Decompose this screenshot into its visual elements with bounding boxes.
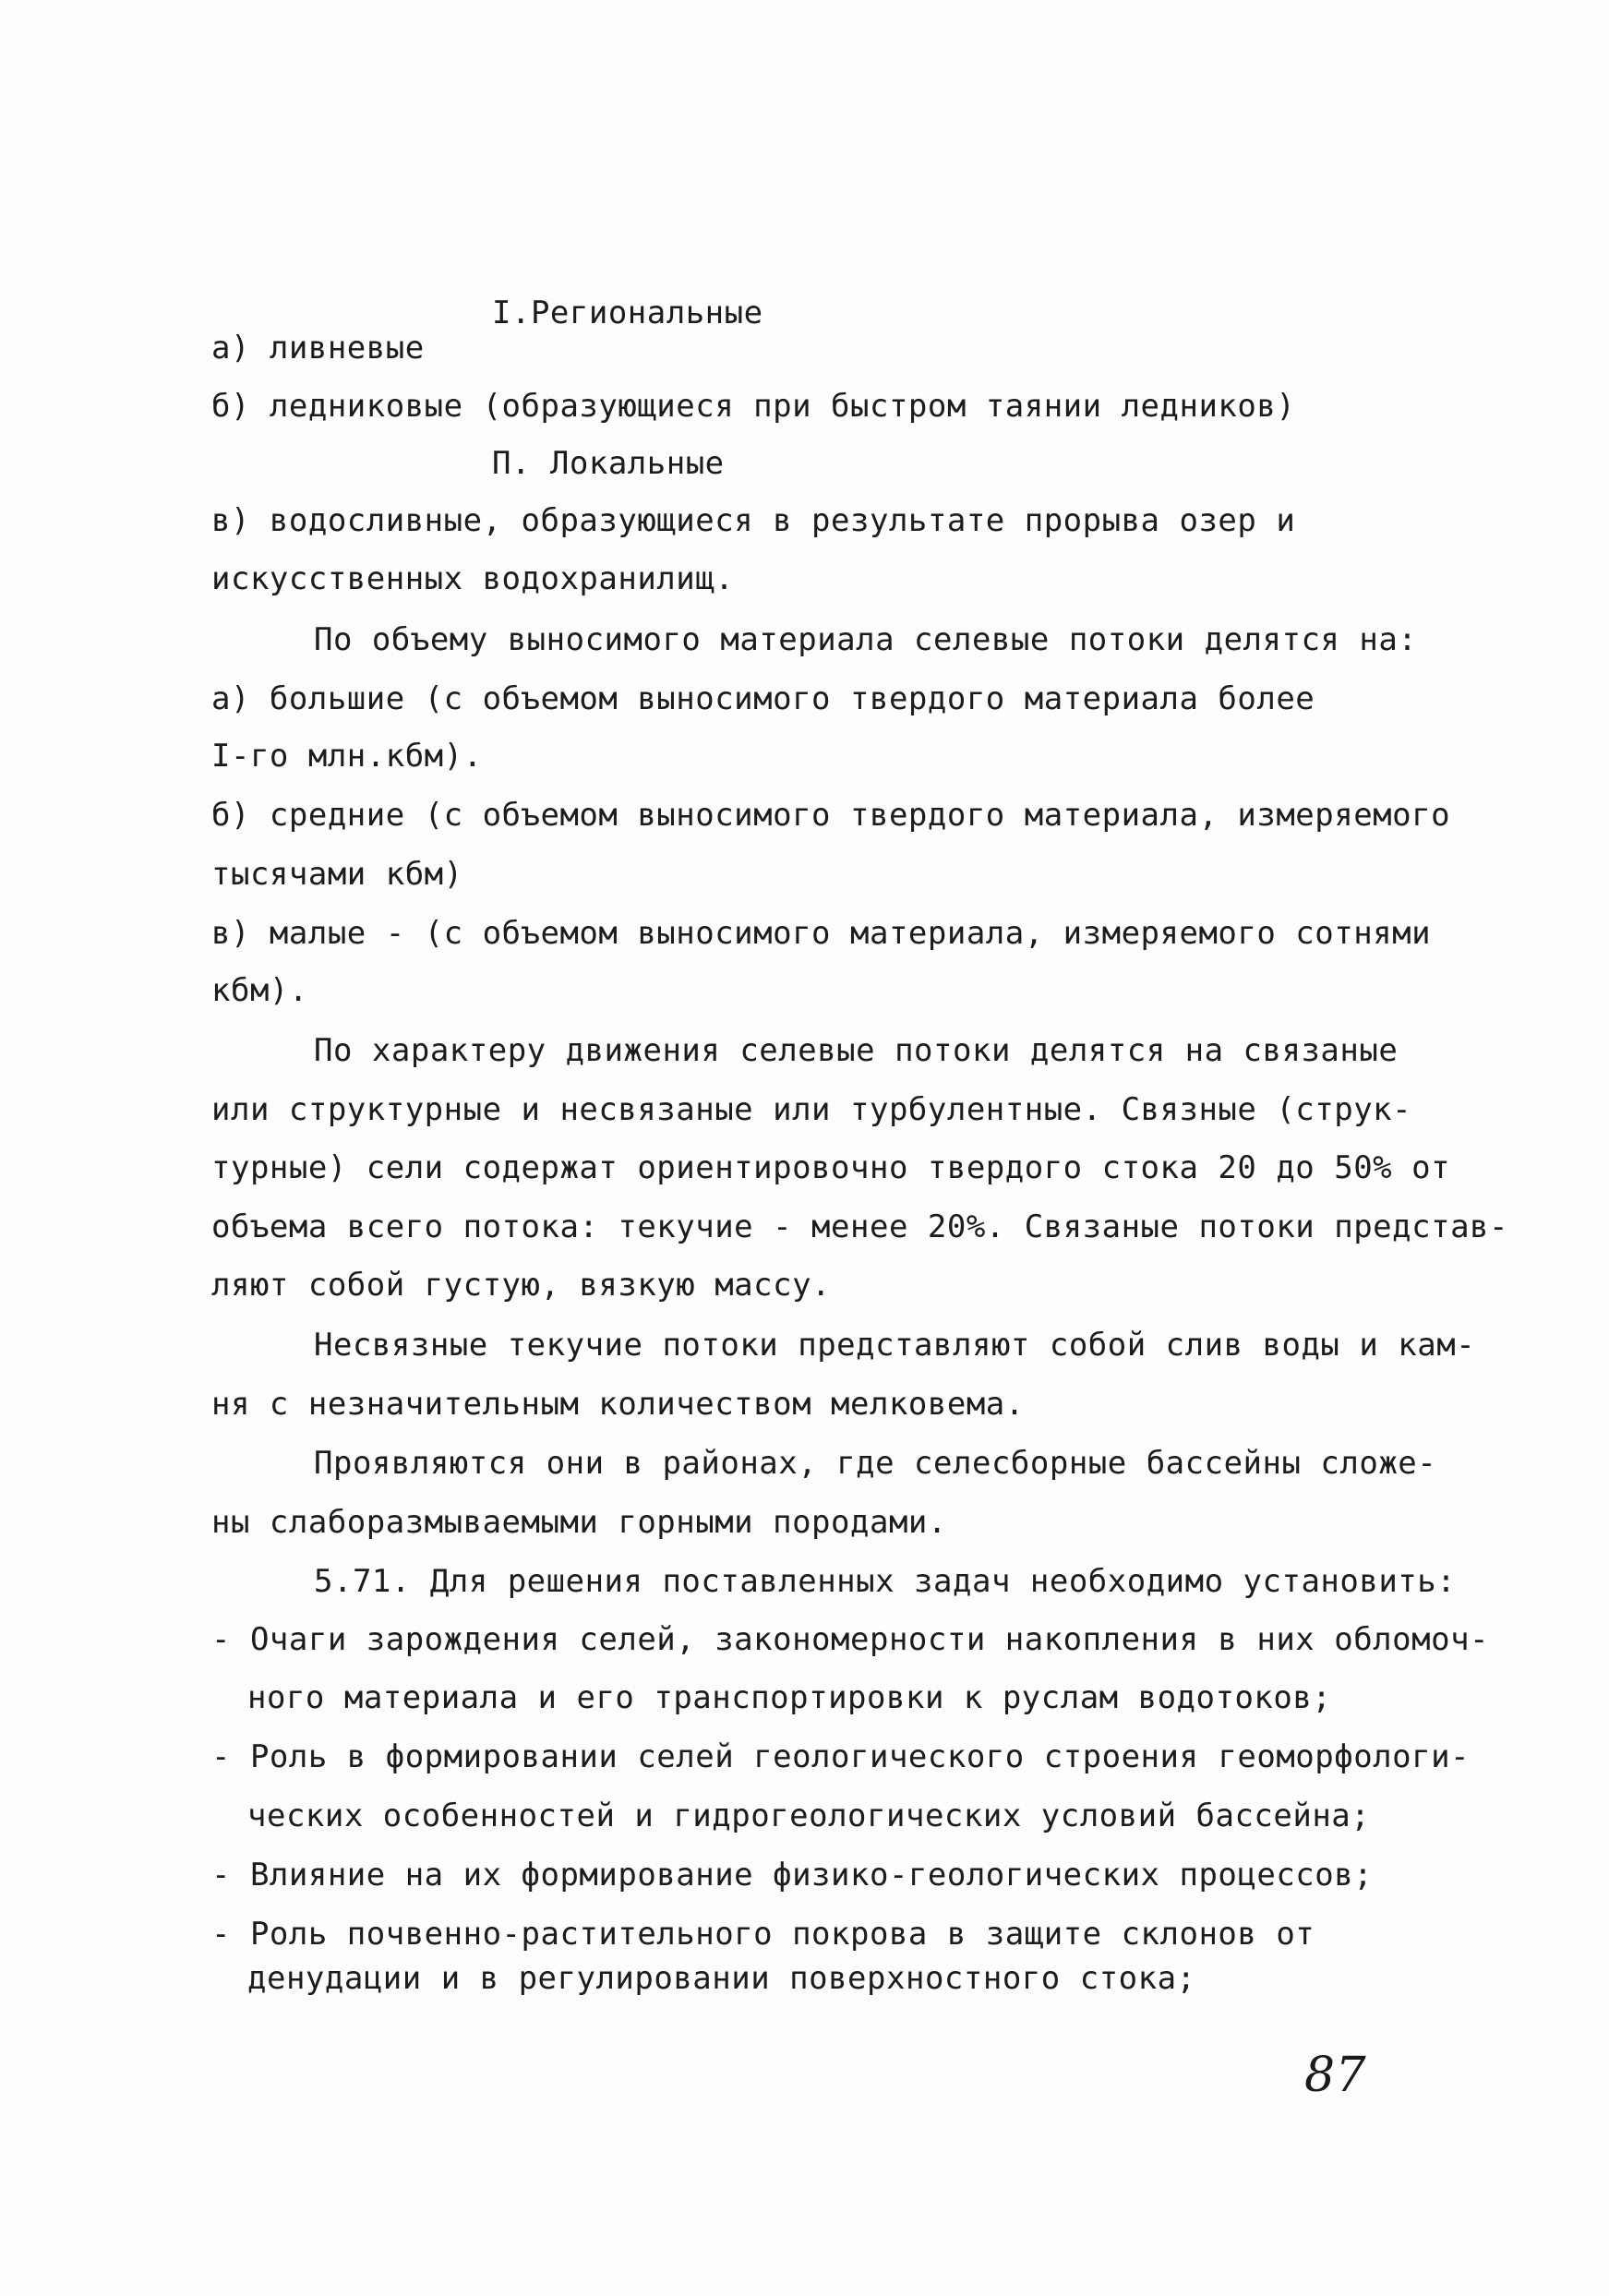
heading-regional: I.Региональные [492,295,763,331]
list-item-continued: ческих особенностей и гидрогеологических условий бассейна; [247,1797,1371,1834]
text-line: искусственных водохранилищ. [211,560,735,597]
text-line: тысячами кбм) [211,856,463,893]
text-line: а) большие (с объемом выносимого твердого материала более [211,680,1315,717]
text-line: ляют собой густую, вязкую массу. [211,1267,832,1304]
text-line: ня с незначительным количеством мелковема. [211,1386,1025,1423]
text-line: объема всего потока: текучие - менее 20%. Связаные потоки представ- [211,1208,1508,1245]
text-line: Проявляются они в районах, где селесборные бассейны сложе- [314,1445,1437,1482]
text-line: или структурные и несвязаные или турбулентные. Связные (струк- [211,1091,1412,1128]
text-line: б) средние (с объемом выносимого твердого материала, измеряемого [211,797,1451,834]
text-line: По объему выносимого материала селевые потоки делятся на: [314,621,1418,658]
list-item: - Влияние на их формирование физико-геологических процессов; [211,1857,1374,1893]
list-item: - Очаги зарождения селей, закономерности накопления в них обломоч- [211,1621,1490,1658]
list-item-continued: ного материала и его транспортировки к руслам водотоков; [247,1679,1332,1716]
text-line: I-го млн.кбм). [211,738,483,775]
text-line: По характеру движения селевые потоки делятся на связаные [314,1032,1399,1069]
list-item: - Роль в формировании селей геологического строения геоморфологи- [211,1738,1471,1775]
page-number: 87 [1304,2048,1367,2103]
text-line: турные) сели содержат ориентировочно твердого стока 20 до 50% от [211,1149,1451,1186]
text-line: ны слаборазмываемыми горными породами. [211,1504,947,1541]
text-line: а) ливневые [211,330,425,367]
section-5-71: 5.71. Для решения поставленных задач необходимо установить: [314,1563,1457,1600]
heading-local: П. Локальные [492,445,725,482]
text-line: в) малые - (с объемом выносимого материала, измеряемого сотнями [211,915,1432,952]
text-line: б) ледниковые (образующиеся при быстром таянии ледников) [211,388,1296,425]
list-item-continued: денудации и в регулировании поверхностного стока; [247,1960,1196,1997]
text-line: кбм). [211,972,308,1009]
text-line: в) водосливные, образующиеся в результате прорыва озер и [211,502,1296,539]
text-line: Несвязные текучие потоки представляют собой слив воды и кам- [314,1327,1476,1364]
list-item: - Роль почвенно-растительного покрова в защите склонов от [211,1916,1315,1953]
